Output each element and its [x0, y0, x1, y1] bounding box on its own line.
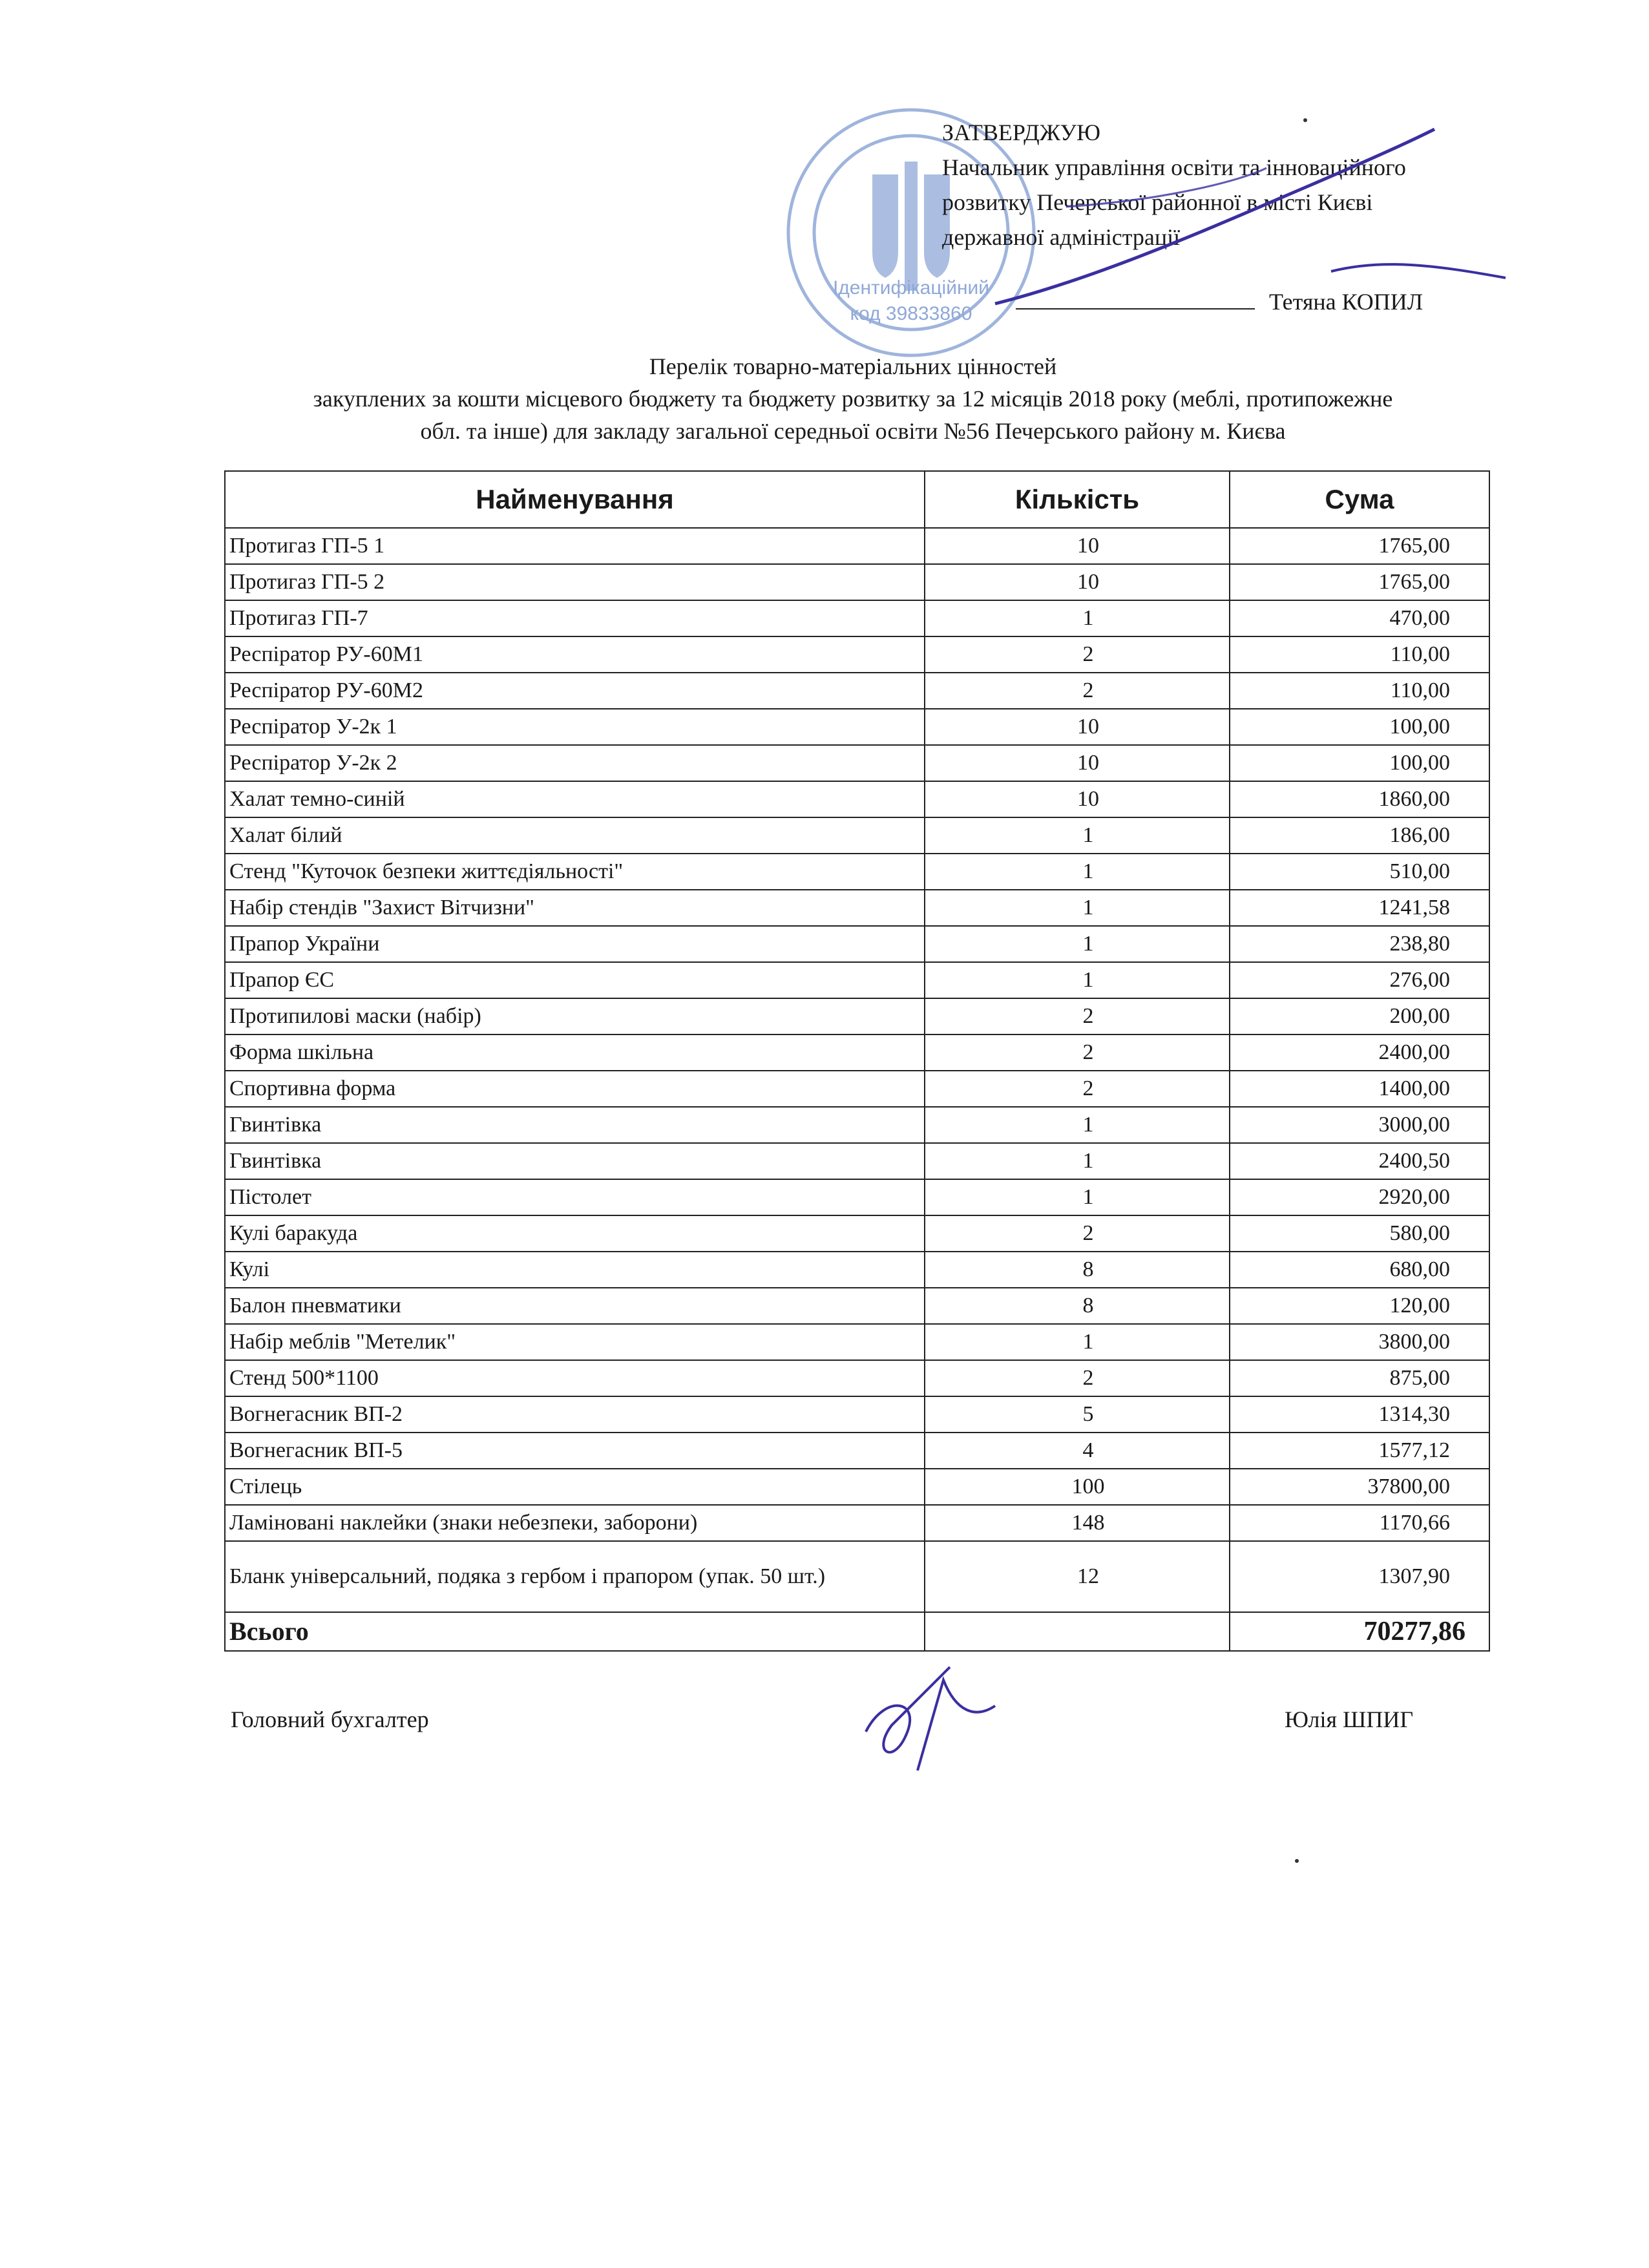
item-name: Спортивна форма [225, 1071, 925, 1107]
item-quantity: 1 [925, 1143, 1230, 1179]
item-sum: 1860,00 [1230, 781, 1489, 817]
table-row [225, 890, 1489, 926]
item-sum: 3800,00 [1230, 1324, 1489, 1360]
table-row [225, 1360, 1489, 1396]
item-quantity: 2 [925, 1034, 1230, 1071]
item-sum: 510,00 [1230, 854, 1489, 890]
item-name: Кулі [225, 1252, 925, 1288]
item-name: Халат білий [225, 817, 925, 854]
item-sum: 2920,00 [1230, 1179, 1489, 1215]
item-quantity: 2 [925, 1071, 1230, 1107]
table-row [225, 926, 1489, 962]
table-total-row [225, 1612, 1489, 1651]
table-row [225, 745, 1489, 781]
item-quantity: 1 [925, 962, 1230, 998]
item-quantity: 1 [925, 600, 1230, 636]
approval-line: розвитку Печерської районної в місті Києві [942, 189, 1373, 215]
accountant-name: Юлія ШПИГ [1285, 1706, 1414, 1732]
table-row [225, 709, 1489, 745]
approval-signatory: Тетяна КОПИЛ [1269, 289, 1423, 315]
item-sum: 3000,00 [1230, 1107, 1489, 1143]
item-sum: 470,00 [1230, 600, 1489, 636]
item-quantity: 100 [925, 1469, 1230, 1505]
total-label: Всього [225, 1612, 925, 1651]
item-quantity: 1 [925, 817, 1230, 854]
item-name: Форма шкільна [225, 1034, 925, 1071]
item-name: Вогнегасник ВП-2 [225, 1396, 925, 1433]
table-header-row [225, 471, 1489, 528]
item-sum: 37800,00 [1230, 1469, 1489, 1505]
item-name: Протипилові маски (набір) [225, 998, 925, 1034]
table-row [225, 1433, 1489, 1469]
title-line-3: обл. та інше) для закладу загальної середньої освіти №56 Печерського району м. Києва [420, 418, 1286, 444]
item-name: Халат темно-синій [225, 781, 925, 817]
item-quantity: 1 [925, 1179, 1230, 1215]
item-quantity: 1 [925, 890, 1230, 926]
item-name: Прапор ЄС [225, 962, 925, 998]
scan-speck [1303, 118, 1307, 122]
item-sum: 580,00 [1230, 1215, 1489, 1252]
table-row [225, 673, 1489, 709]
item-name: Стілець [225, 1469, 925, 1505]
table-row [225, 528, 1489, 564]
item-quantity: 10 [925, 781, 1230, 817]
table-row [225, 1071, 1489, 1107]
table-row [225, 998, 1489, 1034]
item-name: Балон пневматики [225, 1288, 925, 1324]
item-name: Вогнегасник ВП-5 [225, 1433, 925, 1469]
item-sum: 238,80 [1230, 926, 1489, 962]
item-sum: 1307,90 [1230, 1541, 1489, 1612]
item-sum: 1765,00 [1230, 564, 1489, 600]
table-row [225, 854, 1489, 890]
table-row [225, 1252, 1489, 1288]
item-name: Прапор України [225, 926, 925, 962]
item-quantity: 1 [925, 1107, 1230, 1143]
item-name: Респіратор РУ-60М1 [225, 636, 925, 673]
table-row [225, 1288, 1489, 1324]
item-sum: 1241,58 [1230, 890, 1489, 926]
item-name: Протигаз ГП-5 2 [225, 564, 925, 600]
table-row [225, 1505, 1489, 1541]
item-quantity: 2 [925, 1360, 1230, 1396]
item-quantity: 148 [925, 1505, 1230, 1541]
item-name: Гвинтівка [225, 1107, 925, 1143]
table-row [225, 1143, 1489, 1179]
item-name: Пістолет [225, 1179, 925, 1215]
item-sum: 2400,00 [1230, 1034, 1489, 1071]
director-signature [969, 110, 1512, 342]
header-name: Найменування [225, 471, 925, 528]
item-sum: 680,00 [1230, 1252, 1489, 1288]
item-sum: 1400,00 [1230, 1071, 1489, 1107]
document-title [194, 350, 1512, 447]
item-name: Гвинтівка [225, 1143, 925, 1179]
approval-line: державної адміністрації [942, 224, 1181, 250]
table-row [225, 1179, 1489, 1215]
accountant-position: Головний бухгалтер [231, 1706, 429, 1732]
item-sum: 100,00 [1230, 709, 1489, 745]
item-sum: 100,00 [1230, 745, 1489, 781]
table-row [225, 817, 1489, 854]
approval-heading: ЗАТВЕРДЖУЮ [942, 120, 1100, 145]
item-quantity: 8 [925, 1252, 1230, 1288]
item-name: Протигаз ГП-5 1 [225, 528, 925, 564]
items-table [224, 470, 1490, 1652]
table-row [225, 781, 1489, 817]
item-name: Набір стендів "Захист Вітчизни" [225, 890, 925, 926]
item-sum: 2400,50 [1230, 1143, 1489, 1179]
table-row [225, 1541, 1489, 1612]
item-quantity: 1 [925, 926, 1230, 962]
table-row [225, 600, 1489, 636]
total-sum: 70277,86 [1230, 1612, 1489, 1651]
table-row [225, 1324, 1489, 1360]
item-sum: 276,00 [1230, 962, 1489, 998]
item-name: Кулі баракуда [225, 1215, 925, 1252]
item-quantity: 2 [925, 998, 1230, 1034]
item-quantity: 5 [925, 1396, 1230, 1433]
item-quantity: 2 [925, 1215, 1230, 1252]
item-quantity: 2 [925, 673, 1230, 709]
item-name: Набір меблів "Метелик" [225, 1324, 925, 1360]
item-quantity: 1 [925, 1324, 1230, 1360]
accountant-signature [846, 1654, 1008, 1783]
item-sum: 875,00 [1230, 1360, 1489, 1396]
header-quantity: Кількість [925, 471, 1230, 528]
item-quantity: 10 [925, 528, 1230, 564]
title-line-2: закуплених за кошти місцевого бюджету та бюджету розвитку за 12 місяців 2018 року (меблі, протипожежне [313, 386, 1393, 412]
item-quantity: 10 [925, 564, 1230, 600]
item-name: Бланк універсальний, подяка з гербом і прапором (упак. 50 шт.) [225, 1541, 925, 1612]
table-row [225, 1034, 1489, 1071]
table-row [225, 1396, 1489, 1433]
table-row [225, 1469, 1489, 1505]
item-quantity: 2 [925, 636, 1230, 673]
table-row [225, 564, 1489, 600]
item-name: Респіратор У-2к 1 [225, 709, 925, 745]
stamp-text-1: Ідентифікаційний [832, 277, 990, 299]
item-sum: 110,00 [1230, 673, 1489, 709]
item-name: Респіратор У-2к 2 [225, 745, 925, 781]
item-sum: 120,00 [1230, 1288, 1489, 1324]
header-sum: Сума [1230, 471, 1489, 528]
table-row [225, 636, 1489, 673]
approval-line: Начальник управління освіти та інноваційного [942, 154, 1406, 180]
item-name: Респіратор РУ-60М2 [225, 673, 925, 709]
item-sum: 1314,30 [1230, 1396, 1489, 1433]
title-line-1: Перелік товарно-матеріальних цінностей [649, 353, 1057, 379]
item-sum: 1765,00 [1230, 528, 1489, 564]
scan-speck [1295, 1859, 1299, 1863]
table-row [225, 962, 1489, 998]
item-name: Ламіновані наклейки (знаки небезпеки, заборони) [225, 1505, 925, 1541]
item-sum: 186,00 [1230, 817, 1489, 854]
total-quantity [925, 1612, 1230, 1651]
item-sum: 200,00 [1230, 998, 1489, 1034]
item-name: Стенд "Куточок безпеки життєдіяльності" [225, 854, 925, 890]
item-sum: 1170,66 [1230, 1505, 1489, 1541]
item-quantity: 1 [925, 854, 1230, 890]
item-quantity: 8 [925, 1288, 1230, 1324]
item-quantity: 10 [925, 745, 1230, 781]
table-row [225, 1107, 1489, 1143]
stamp-text-2: код 39833860 [850, 303, 972, 324]
item-quantity: 12 [925, 1541, 1230, 1612]
item-sum: 110,00 [1230, 636, 1489, 673]
item-quantity: 10 [925, 709, 1230, 745]
item-name: Стенд 500*1100 [225, 1360, 925, 1396]
table-row [225, 1215, 1489, 1252]
item-name: Протигаз ГП-7 [225, 600, 925, 636]
item-quantity: 4 [925, 1433, 1230, 1469]
item-sum: 1577,12 [1230, 1433, 1489, 1469]
